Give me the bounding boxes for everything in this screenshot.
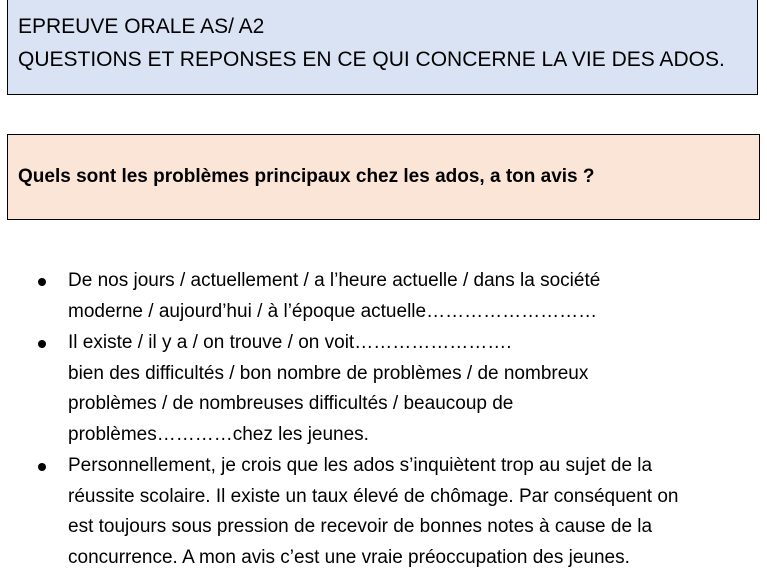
question-box [7, 134, 760, 220]
list-item-line: moderne / aujourd’hui / à l’époque actuelle……………………… [68, 300, 598, 322]
list-item-line: problèmes / de nombreuses difficultés / beaucoup de [68, 393, 514, 414]
header-title: EPREUVE ORALE AS/ A2 [18, 15, 265, 38]
list-item [0, 451, 752, 573]
list-item [0, 328, 752, 450]
list-item-line: De nos jours / actuellement / a l’heure actuelle / dans la société [68, 270, 601, 291]
bullet-icon [38, 340, 46, 348]
list-item-line: Personnellement, je crois que les ados s’inquiètent trop au sujet de la [68, 455, 653, 476]
header-subtitle: QUESTIONS ET REPONSES EN CE QUI CONCERNE LA VIE DES ADOS. [18, 48, 725, 71]
question-text: Quels sont les problèmes principaux chez les ados, a ton avis ? [18, 166, 595, 187]
list-item-line: est toujours sous pression de recevoir de bonnes notes à cause de la [68, 516, 653, 537]
list-item-line: concurrence. A mon avis c’est une vraie préoccupation des jeunes. [68, 546, 630, 568]
bullet-icon [38, 278, 46, 286]
bullet-icon [38, 463, 46, 471]
list-item-line: bien des difficultés / bon nombre de problèmes / de nombreux [68, 362, 589, 384]
list-item-line: Il existe / il y a / on trouve / on voit……………………. [68, 332, 512, 353]
list-item-line: réussite scolaire. Il existe un taux élevé de chômage. Par conséquent on [68, 485, 679, 507]
header-box [7, 0, 758, 95]
list-item-line: problèmes…………chez les jeunes. [68, 423, 369, 445]
list-item [0, 266, 752, 327]
answer-list [0, 266, 767, 574]
